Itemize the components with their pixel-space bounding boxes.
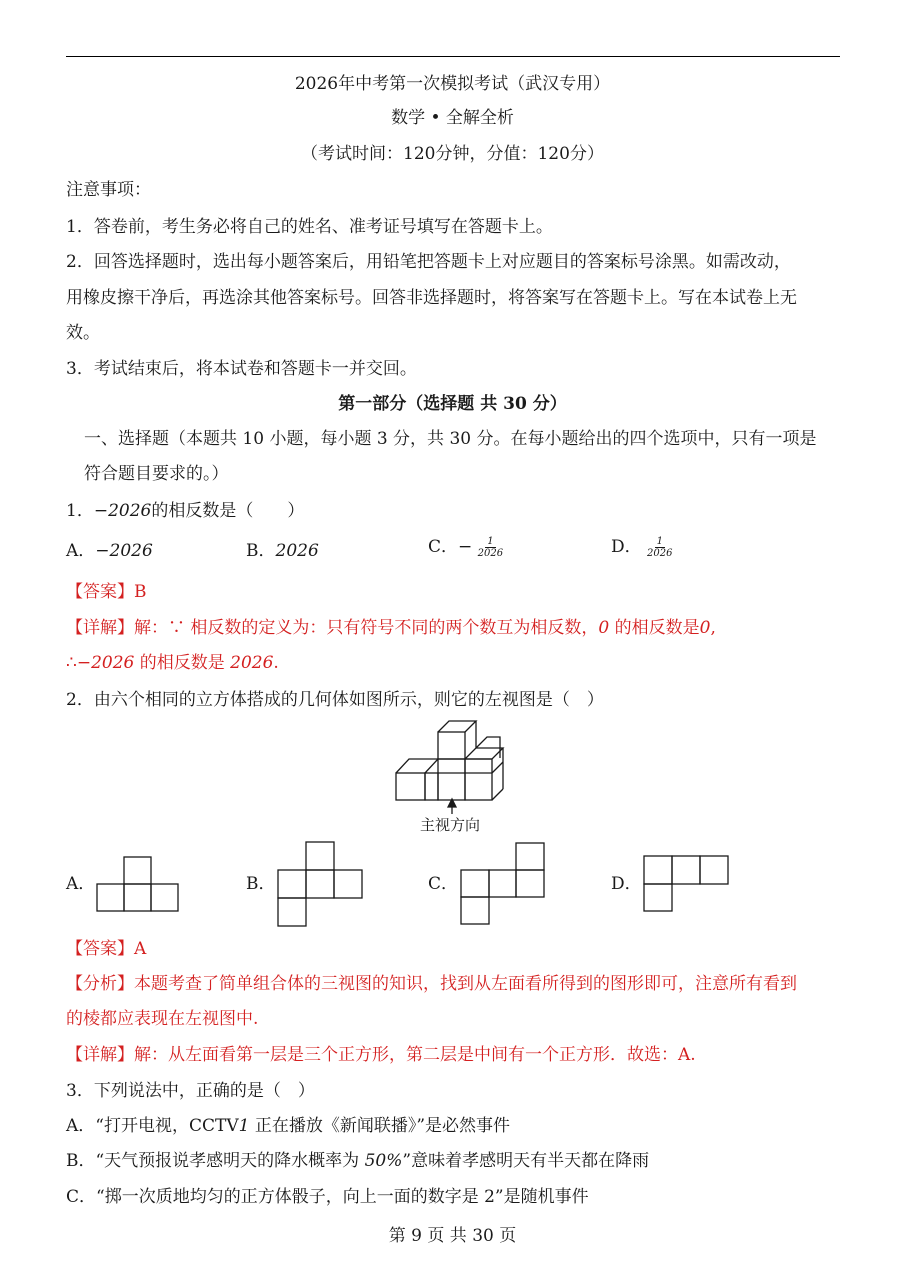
q1-option-a: [66, 543, 153, 560]
cube-top-front: [438, 732, 465, 759]
q1-answer: [66, 584, 147, 601]
part1-intro-line1: 一、选择题（本题共 10 小题，每小题 3 分，共 30 分。在每小题给出的四个选项中，只有一项是: [84, 429, 817, 449]
header-rule: [66, 56, 840, 57]
q2-detail-tag: 【详解】: [66, 1045, 134, 1065]
note-item-2-line3: 效。: [66, 323, 100, 343]
q2-answer: [66, 941, 146, 958]
q1-option-c-sign: −: [458, 537, 473, 557]
q1-stem: [66, 503, 304, 520]
cube-right-bottom: [492, 789, 503, 800]
q2-cube-figure: [390, 718, 520, 818]
q2-option-a-label: A．: [66, 874, 96, 894]
q2-option-c-label: C．: [428, 874, 459, 894]
exam-title: 2026年中考第一次模拟考试（武汉专用）: [294, 74, 611, 94]
q2-analysis-tag: 【分析】: [66, 974, 134, 994]
exam-time-info: （考试时间：120分钟，分值：120分）: [301, 144, 604, 164]
note-item-2-line2: 用橡皮擦干净后，再选涂其他答案标号。回答非选择题时，将答案写在答题卡上。写在本试卷上无: [66, 288, 797, 308]
q2-stem: 2．由六个相同的立方体搭成的几何体如图所示，则它的左视图是（ ）: [66, 690, 604, 710]
q1-answer-tag: 【答案】: [66, 582, 134, 602]
note-item-2-line1: 2．回答选择题时，选出每小题答案后，用铅笔把答题卡上对应题目的答案标号涂黑。如需改动，: [66, 252, 791, 272]
part1-heading: 第一部分（选择题 共 30 分）: [338, 394, 567, 414]
q1-option-d-fraction: $\frac{1}{2026}$: [647, 536, 673, 559]
q1-option-c-label: C．: [428, 537, 459, 557]
q2-option-c-figure: [460, 842, 546, 926]
q1-option-a-value: −2026: [95, 541, 153, 561]
exam-subtitle: 数学 • 全解全析: [391, 108, 514, 128]
q3-option-a: A．“打开电视，CCTV1 正在播放《新闻联播》”是必然事件: [66, 1116, 511, 1136]
q2-figure-caption: 主视方向: [420, 816, 481, 834]
q2-answer-tag: 【答案】: [66, 939, 134, 959]
q2-detail: 【详解】解：从左面看第一层是三个正方形，第二层是中间有一个正方形．故选：A.: [66, 1045, 696, 1065]
q1-option-d: [611, 536, 673, 559]
q1-number: 1．: [66, 501, 94, 521]
part1-intro-line2: 符合题目要求的。）: [84, 464, 229, 484]
q1-option-a-label: A．: [66, 541, 96, 561]
q1-detail: 【详解】解：∵ 相反数的定义为：只有符号不同的两个数互为相反数，0 的相反数是0,: [66, 618, 716, 638]
q1-detail-tag: 【详解】: [66, 618, 134, 638]
q1-option-d-label: D．: [611, 537, 642, 557]
q2-option-b-label: B．: [246, 874, 276, 894]
q2-option-a-figure: [96, 856, 180, 912]
cube-front-2: [425, 773, 438, 800]
cube-front-4: [465, 759, 492, 800]
q2-option-d-figure: [643, 855, 731, 913]
note-item-3: 3．考试结束后，将本试卷和答题卡一并交回。: [66, 359, 417, 379]
cube-front-1: [396, 773, 425, 800]
q1-stem-text: 的相反数是（ ）: [151, 501, 305, 521]
cube-left-edge: [425, 759, 438, 773]
page-footer: 第 9 页 共 30 页: [388, 1226, 517, 1246]
q1-option-c: [428, 536, 503, 559]
notes-heading: 注意事项：: [66, 180, 151, 200]
q1-conclusion: ∴−2026 的相反数是 2026.: [66, 653, 279, 673]
q1-option-b-label: B．: [246, 541, 276, 561]
q3-option-b: B．“天气预报说孝感明天的降水概率为 50%”意味着孝感明天有半天都在降雨: [66, 1151, 650, 1171]
q1-option-b-value: 2026: [275, 541, 319, 561]
q2-option-b-figure: [277, 841, 365, 927]
q2-analysis-line1: 【分析】本题考查了简单组合体的三视图的知识，找到从左面看所得到的图形即可，注意所有看到: [66, 974, 797, 994]
q1-option-c-fraction: $\frac{1}{2026}$: [477, 536, 504, 559]
q1-expr: −2026: [93, 501, 152, 521]
q2-analysis-line2: 的棱都应表现在左视图中.: [66, 1009, 259, 1029]
q2-option-d-label: D．: [611, 874, 642, 894]
cube-front-3: [438, 759, 465, 800]
q3-stem: 3．下列说法中，正确的是（ ）: [66, 1081, 315, 1101]
note-item-1: 1．答卷前，考生务必将自己的姓名、准考证号填写在答题卡上。: [66, 217, 553, 237]
q2-answer-value: A: [134, 939, 147, 959]
q3-option-c: C．“掷一次质地均匀的正方体骰子，向上一面的数字是 2”是随机事件: [66, 1187, 589, 1207]
cube-top-face: [438, 721, 476, 732]
q1-answer-value: B: [134, 582, 147, 602]
q1-option-b: [246, 543, 319, 560]
cube-right-edge: [492, 762, 503, 773]
